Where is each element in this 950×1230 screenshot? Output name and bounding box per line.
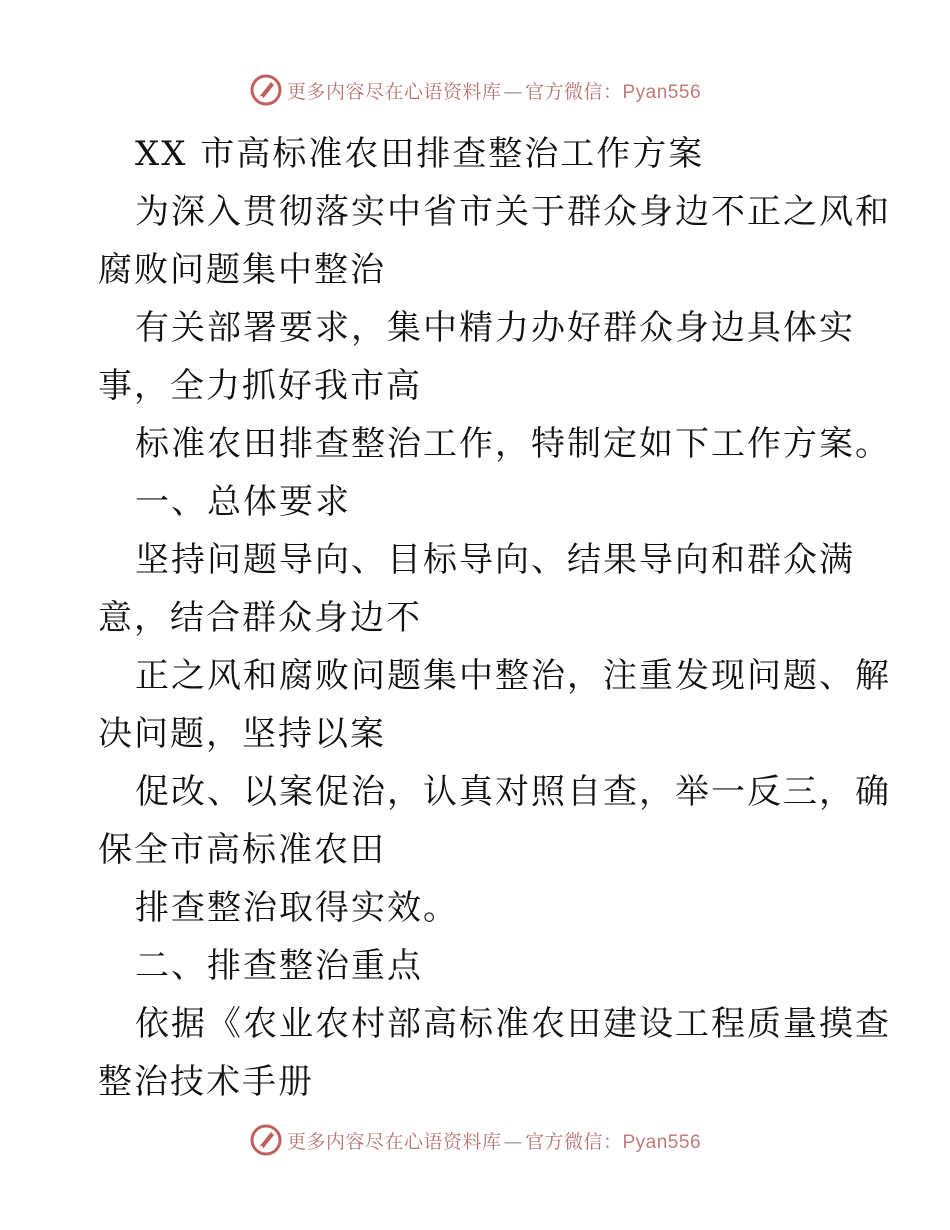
paragraph-line: 整治技术手册 (98, 1062, 314, 1102)
paragraph-line: 保全市高标准农田 (98, 830, 386, 870)
watermark-text: 更多内容尽在心语资料库 — 官方微信：Pyan556 (286, 80, 702, 103)
paragraph-line: 促改、以案促治，认真对照自查，举一反三，确 (135, 772, 891, 812)
paragraph-line: 标准农田排查整治工作，特制定如下工作方案。 (135, 424, 891, 464)
paragraph-line: 坚持问题导向、目标导向、结果导向和群众满 (135, 540, 855, 580)
paragraph-line: 二、排查整治重点 (135, 946, 423, 986)
paragraph-line: 正之风和腐败问题集中整治，注重发现问题、解 (135, 656, 891, 696)
header-watermark (0, 70, 950, 110)
paragraph-line: 一、总体要求 (135, 482, 351, 522)
paragraph-line: 排查整治取得实效。 (135, 888, 459, 928)
paragraph-line: 有关部署要求，集中精力办好群众身边具体实 (135, 308, 855, 348)
paragraph-line: 决问题，坚持以案 (98, 714, 386, 754)
paragraph-line: 意，结合群众身边不 (98, 598, 422, 638)
paragraph-line: 为深入贯彻落实中省市关于群众身边不正之风和 (135, 192, 891, 232)
paragraph-line: 事，全力抓好我市高 (98, 366, 422, 406)
document-body (98, 125, 891, 1111)
paragraph-line: 依据《农业农村部高标准农田建设工程质量摸查 (135, 1004, 891, 1044)
document-title: XX 市高标准农田排查整治工作方案 (135, 134, 705, 174)
paragraph-line: 腐败问题集中整治 (98, 250, 386, 290)
footer-watermark (0, 1120, 950, 1160)
watermark-text: 更多内容尽在心语资料库 — 官方微信：Pyan556 (286, 1130, 702, 1153)
pen-circle-logo-icon (249, 73, 283, 107)
pen-circle-logo-icon (249, 1123, 283, 1157)
